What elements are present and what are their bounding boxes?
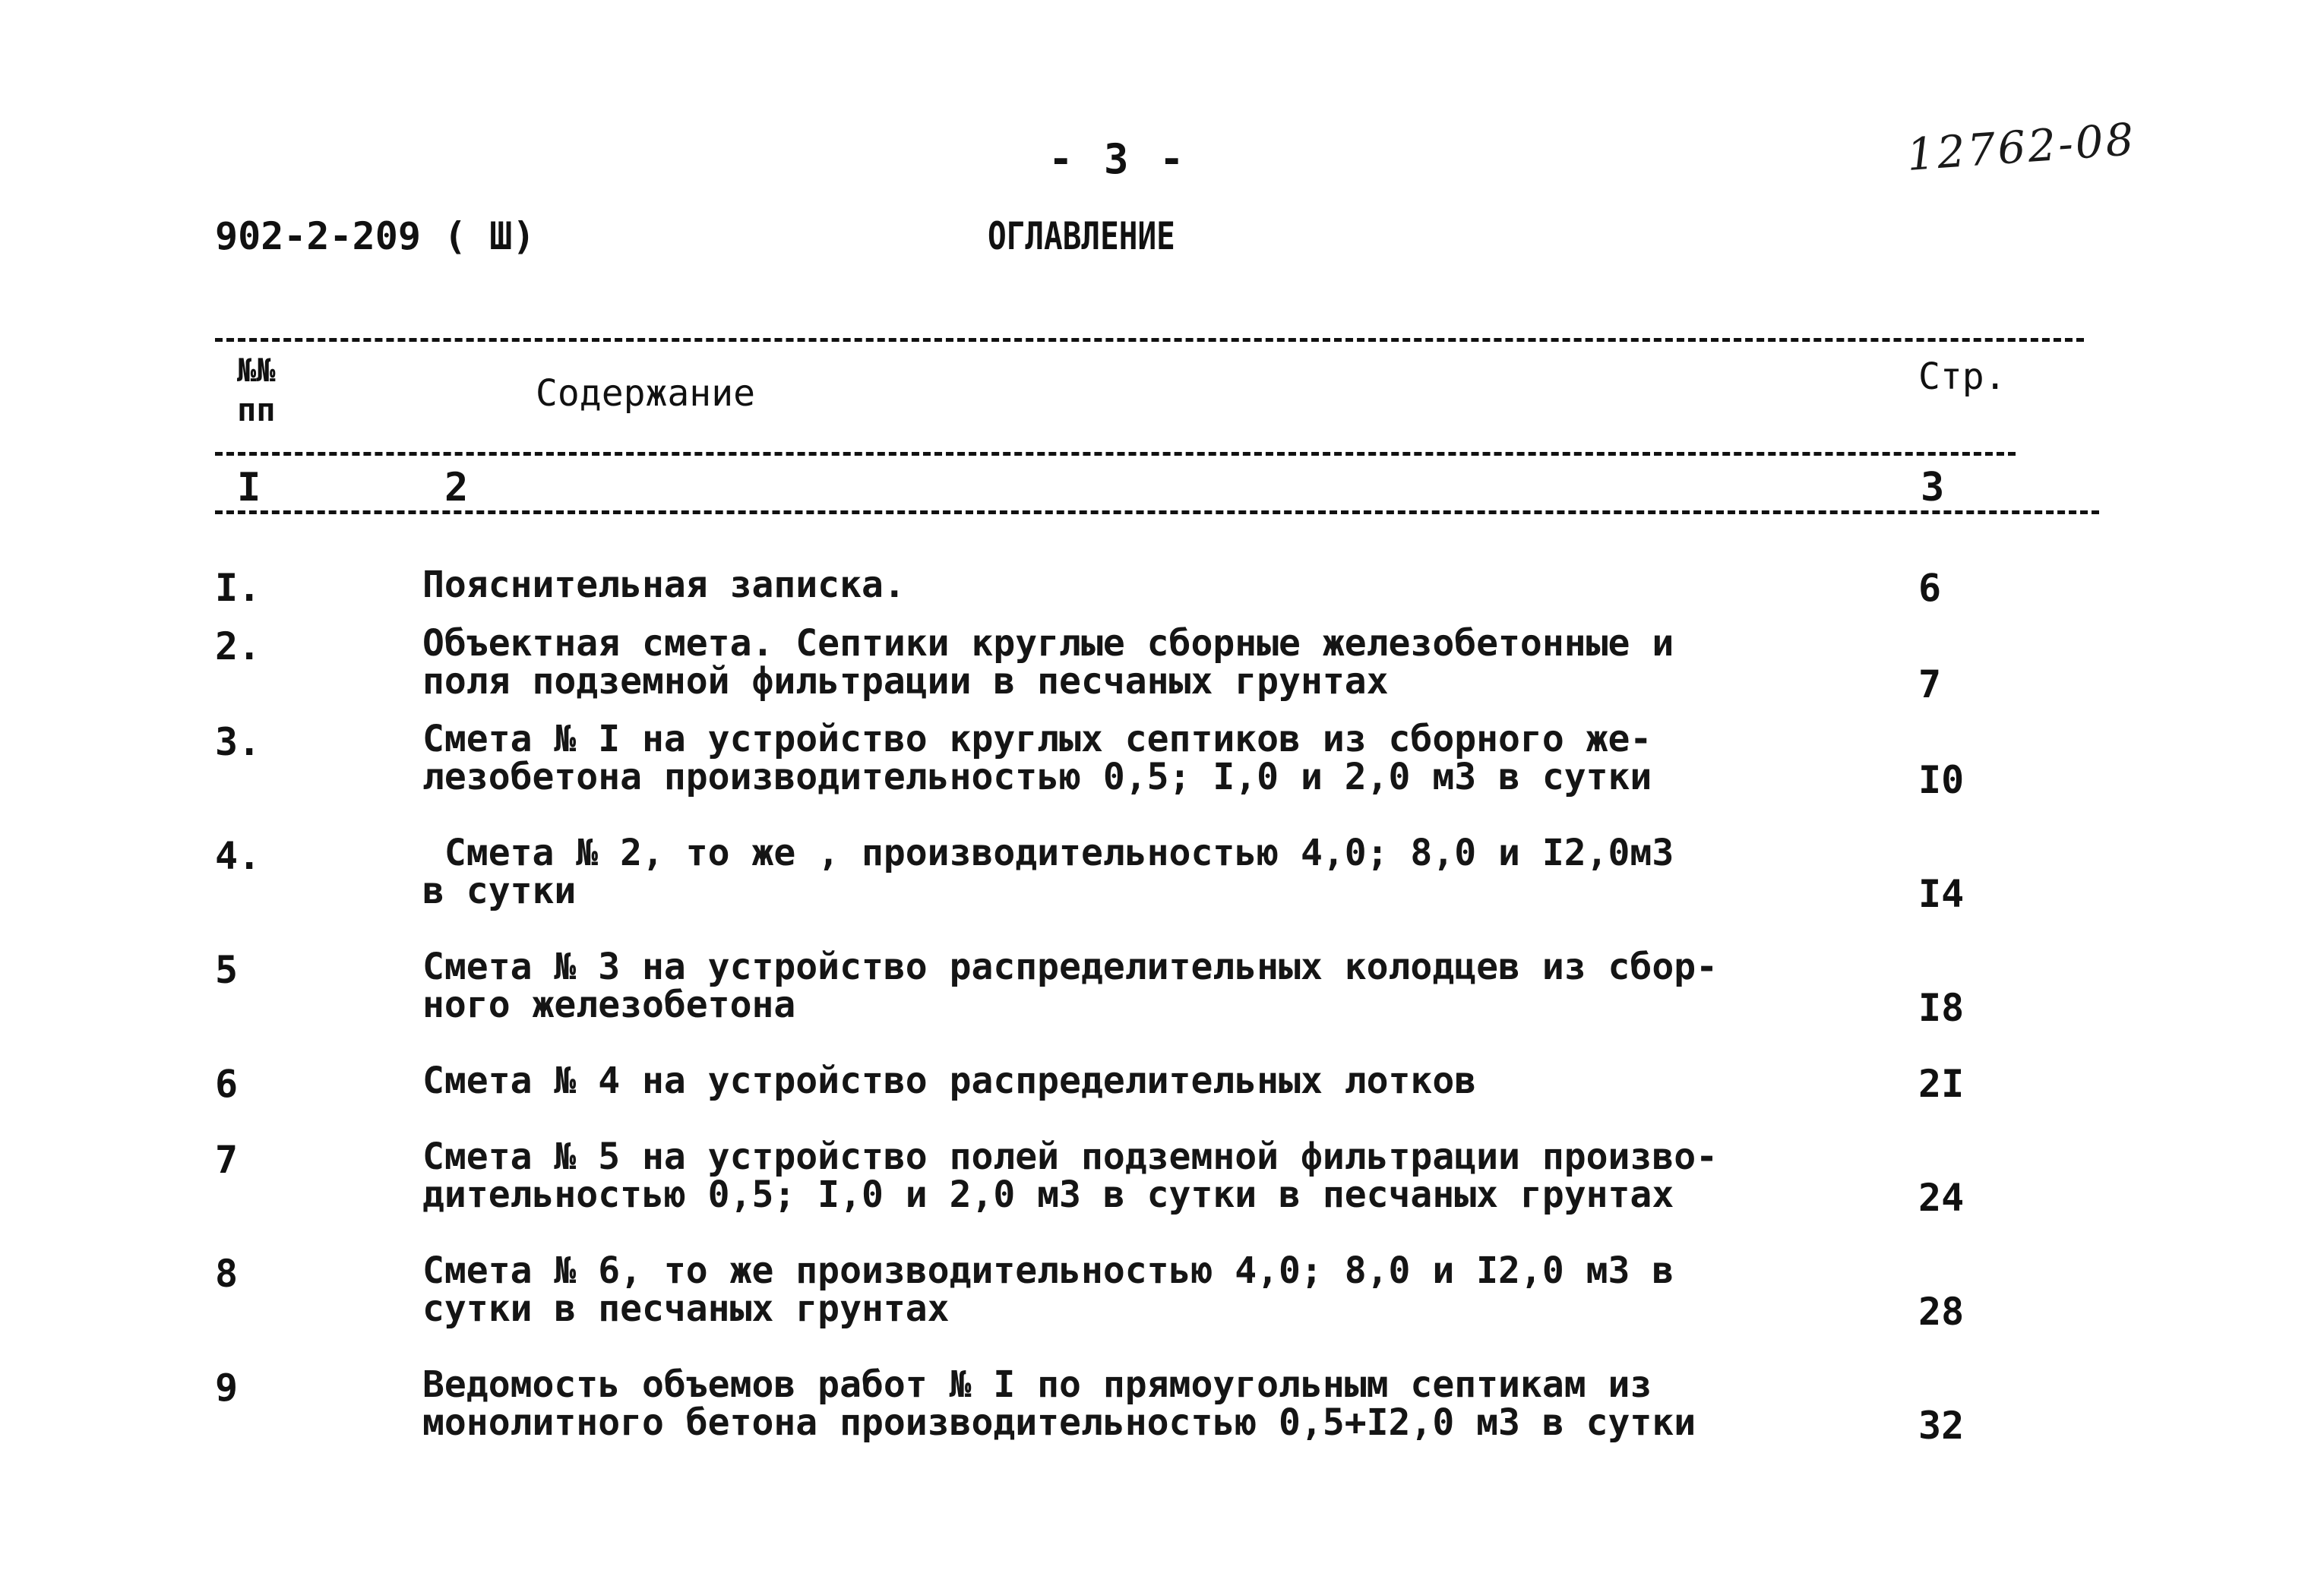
- row-page: I4: [1918, 872, 1965, 916]
- row-text: Смета № I на устройство круглых септиков из сборного же- лезобетона производительностью 0,5; I,0 и 2,0 м3 в сутки: [422, 718, 1652, 798]
- table-header-rule: [215, 452, 2016, 456]
- table-top-rule: [215, 338, 2084, 342]
- row-number: 8: [215, 1252, 239, 1296]
- row-page: 2I: [1918, 1062, 1965, 1106]
- row-number: 7: [215, 1138, 239, 1182]
- row-number: 4.: [215, 834, 261, 878]
- handwritten-code: 12762-08: [1905, 113, 2138, 181]
- row-text: Смета № 3 на устройство распределительных колодцев из сбор- ного железобетона: [422, 946, 1718, 1026]
- row-page: 24: [1918, 1176, 1965, 1220]
- row-number: 3.: [215, 720, 261, 764]
- document-code: 902-2-209 ( Ш): [215, 214, 536, 258]
- column-header-content: Содержание: [536, 372, 755, 415]
- row-page: 7: [1918, 662, 1942, 706]
- row-text: Объектная смета. Септики круглые сборные железобетонные и поля подземной фильтрации в песчаных грунтах: [422, 622, 1674, 703]
- row-page: I0: [1918, 758, 1965, 802]
- row-number: 2.: [215, 624, 261, 668]
- column-number-2: 2: [444, 465, 469, 510]
- row-text: Смета № 5 на устройство полей подземной фильтрации произво- дительностью 0,5; I,0 и 2,0 м3 в сутки в песчаных грунтах: [422, 1136, 1718, 1216]
- table-colnum-rule: [215, 510, 2099, 514]
- row-text: Пояснительная записка.: [422, 564, 906, 606]
- row-number: I.: [215, 566, 261, 610]
- column-number-1: I: [237, 465, 261, 510]
- page-number: - 3 -: [1048, 135, 1187, 183]
- row-page: I8: [1918, 986, 1965, 1030]
- row-text: Смета № 4 на устройство распределительных лотков: [422, 1060, 1477, 1102]
- row-page: 32: [1918, 1404, 1965, 1448]
- row-page: 28: [1918, 1290, 1965, 1334]
- column-header-page: Стр.: [1918, 355, 2006, 398]
- page-title: ОГЛАВЛЕНИЕ: [988, 214, 1175, 258]
- row-number: 5: [215, 948, 239, 992]
- row-text: Ведомость объемов работ № I по прямоугольным септикам из монолитного бетона производительностью 0,5+I2,0 м3 в сутки: [422, 1363, 1696, 1444]
- row-number: 9: [215, 1366, 239, 1410]
- row-page: 6: [1918, 566, 1942, 610]
- column-header-number: №№ пп: [237, 352, 276, 428]
- column-number-3: 3: [1921, 465, 1945, 510]
- row-number: 6: [215, 1062, 239, 1106]
- row-text: Смета № 6, то же производительностью 4,0; 8,0 и I2,0 м3 в сутки в песчаных грунтах: [422, 1249, 1674, 1330]
- row-text: Смета № 2, то же , производительностью 4,0; 8,0 и I2,0м3 в сутки: [422, 832, 1674, 912]
